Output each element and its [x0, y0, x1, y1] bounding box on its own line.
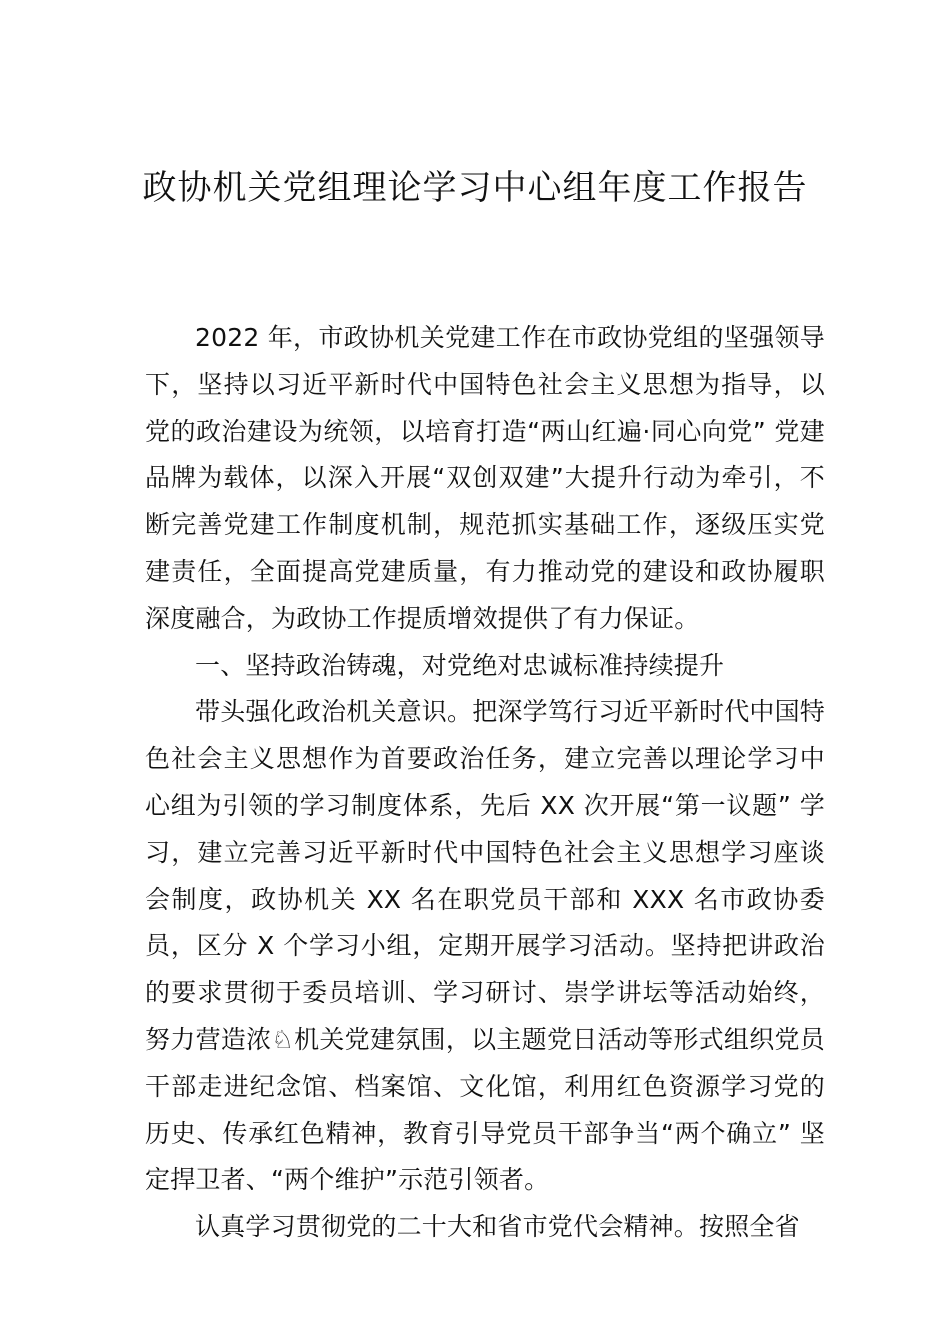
paragraph-congress-spirit: 认真学习贯彻党的二十大和省市党代会精神。按照全省 — [195, 1212, 800, 1242]
document-body — [145, 315, 825, 1251]
paragraph-political-awareness: 带头强化政治机关意识。把深学笃行习近平新时代中国特色社会主义思想作为首要政治任务，建立完善以理论学习中心组为引领的学习制度体系，先后 XX 次开展“第一议题” 学习，建立完善习近平新时代中国特色社会主义思想学习座谈会制度，政协机关 XX 名在职党员干部和 XXX 名市政协委员，区分 X 个学习小组，定期开展学习活动。坚持把讲政治的要求贯彻于委员培训、学习研讨、崇学讲坛等活动始终， 努力营造浓♘机关党建氛围，以主题党日活动等形式组织党员干部走进纪念馆、档案馆、文化馆，利用红色资源学习党的历史、传承红色精神，教育引导党员干部争当“两个确立” 坚定捍卫者、“两个维护”示范引领者。 — [145, 697, 826, 1195]
paragraph-intro: 2022 年，市政协机关党建工作在市政协党组的坚强领导下，坚持以习近平新时代中国特色社会主义思想为指导，以党的政治建设为统领，以培育打造“两山红遍·同心向党” 党建品牌为载体，以深入开展“双创双建”大提升行动为牵引，不断完善党建工作制度机制，规范抓实基础工作，逐级压实党建责任，全面提高党建质量，有力推动党的建设和政协履职深度融合，为政协工作提质增效提供了有力保证。 — [145, 323, 825, 633]
section-heading-1: 一、坚持政治铸魂，对党绝对忠诚标准持续提升 — [195, 650, 725, 680]
document-title: 政协机关党组理论学习中心组年度工作报告 — [142, 168, 808, 208]
